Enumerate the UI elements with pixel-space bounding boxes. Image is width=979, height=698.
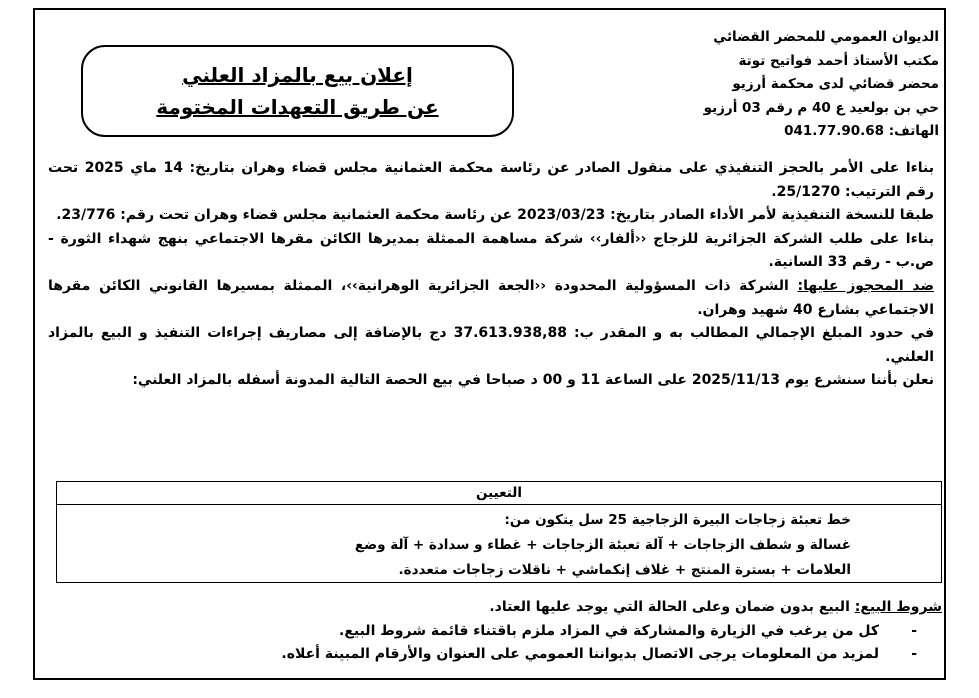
conditions-label: شروط البيع: bbox=[854, 599, 942, 615]
office-court: محضر قضائي لدى محكمة أرزيو bbox=[732, 76, 939, 92]
items-heading: التعيين bbox=[57, 482, 941, 505]
body-paragraph-debtor bbox=[48, 275, 934, 322]
title-line-2: عن طريق التعهدات المختومة bbox=[156, 95, 439, 119]
office-address: حي بن بولعيد ع 40 م رقم 03 أرزيو bbox=[703, 99, 939, 116]
body-paragraph-seizure-order: بناءا على الأمر بالحجز التنفيذي على منقول الصادر عن رئاسة محكمة العثمانية مجلس قضاء وهران بتاريخ: 14 ماي 2025 تحت رقم الترتيب: 25/1270. bbox=[48, 160, 934, 200]
items-line-3: العلامات + بسترة المنتج + غلاف إنكماشي + ناقلات زجاجات متعددة. bbox=[398, 562, 851, 578]
items-table bbox=[56, 481, 942, 583]
bullet-dash: - bbox=[911, 622, 917, 639]
bullet-dash: - bbox=[911, 646, 917, 662]
body-paragraph-sale-date: نعلن بأننا سنشرع يوم 2025/11/13 على الساعة 11 و 00 د صباحا في بيع الحصة التالية المدونة أسفله بالمزاد العلني: bbox=[132, 372, 934, 389]
items-description bbox=[57, 505, 941, 583]
condition-item bbox=[140, 620, 942, 644]
conditions-text: البيع بدون ضمان وعلى الحالة التي يوجد عليها العتاد. bbox=[489, 599, 855, 615]
sale-conditions bbox=[140, 596, 942, 667]
announcement-title-box bbox=[81, 45, 514, 137]
office-header bbox=[704, 26, 939, 144]
body-paragraph-executive-copy: طبقا للنسخة التنفيذية لأمر الأداء الصادر بتاريخ: 2023/03/23 عن رئاسة محكمة العثمانية مجلس قضاء وهران تحت رقم: 23/776. bbox=[56, 207, 934, 224]
condition-item-text: لمزيد من المعلومات يرجى الاتصال بديواننا العمومي على العنوان والأرقام المبينة أعلاه. bbox=[281, 646, 879, 662]
items-line-2: غسالة و شطف الزجاجات + آلة تعبئة الزجاجات + غطاء و سدادة + آلة وضع bbox=[354, 537, 851, 553]
announcement-body bbox=[48, 157, 934, 393]
condition-item bbox=[140, 643, 942, 667]
debtor-label: ضد المحجوز عليها: bbox=[797, 277, 934, 294]
body-paragraph-creditor: بناءا على طلب الشركة الجزائرية للزجاج ‹‹ألفار›› شركة مساهمة الممثلة بمديرها الكائن مقرها الاجتماعي بنهج شهداء الثورة - ص.ب - رقم 33 السانية. bbox=[48, 230, 934, 271]
body-paragraph-amount: في حدود المبلغ الإجمالي المطالب به و المقدر ب: 37.613.938,88 دج بالإضافة إلى مصاريف إجراءات التنفيذ و البيع بالمزاد العلني. bbox=[48, 325, 934, 365]
condition-item-text: كل من يرغب في الزيارة والمشاركة في المزاد ملزم باقتناء قائمة شروط البيع. bbox=[339, 622, 879, 639]
office-name: الديوان العمومي للمحضر القضائي bbox=[713, 29, 939, 45]
conditions-intro bbox=[140, 596, 942, 620]
items-line-1: خط تعبئة زجاجات البيرة الزجاجية 25 سل يتكون من: bbox=[504, 512, 851, 528]
debtor-text: الشركة ذات المسؤولية المحدودة ‹‹الجعة الجزائرية الوهرانية››، الممثلة بمسيرها القانوني الكائن مقرها الاجتماعي بشارع 40 شهيد وهران. bbox=[48, 277, 934, 318]
office-owner: مكتب الأستاذ أحمد فواتيح توتة bbox=[738, 52, 939, 69]
title-line-1: إعلان بيع بالمزاد العلني bbox=[182, 63, 413, 87]
office-phone: الهاتف: 041.77.90.68 bbox=[784, 123, 939, 139]
